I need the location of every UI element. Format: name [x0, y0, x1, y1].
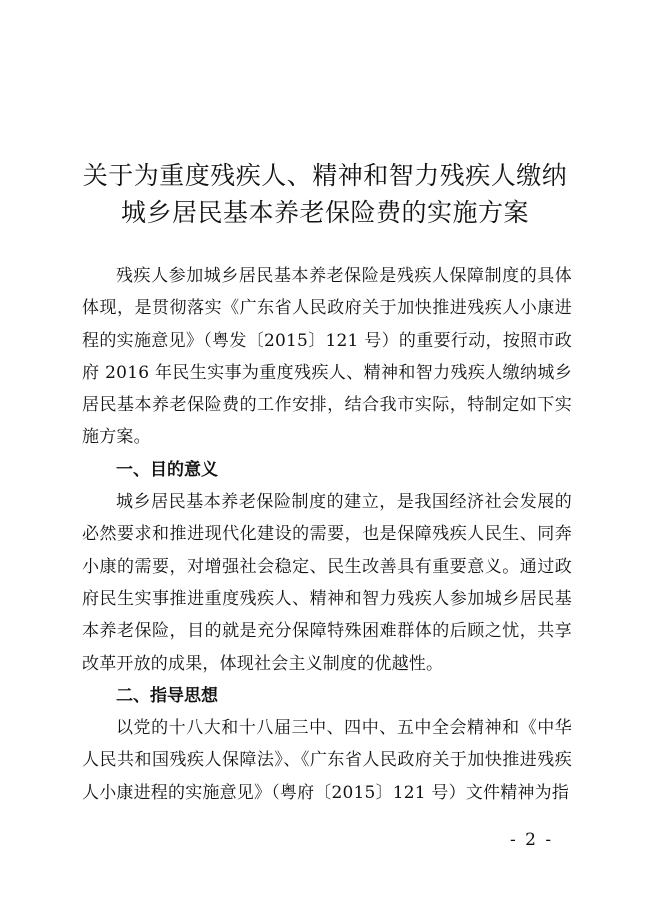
section-heading-guiding-thought: 二、指导思想 [116, 685, 218, 706]
intro-paragraph: 残疾人参加城乡居民基本养老保险是残疾人保障制度的具体体现，是贯彻落实《广东省人民政府关于加快推进残疾人小康进程的实施意见》（粤发〔2015〕121 号）的重要行动，按照市政府 2016 年民生实事为重度残疾人、精神和智力残疾人缴纳城乡居民基本养老保险费的工作安排，结合我市实际，特制定如下实施方案。 [82, 266, 572, 448]
document-title [60, 157, 590, 231]
page-number: - 2 - [510, 830, 554, 850]
section-heading-purpose: 一、目的意义 [116, 459, 218, 480]
section-paragraph-guiding-thought: 以党的十八大和十八届三中、四中、五中全会精神和《中华人民共和国残疾人保障法》、《广东省人民政府关于加快推进残疾人小康进程的实施意见》（粤府〔2015〕121 号）文件精神为指 [82, 718, 572, 803]
title-line-2: 城乡居民基本养老保险费的实施方案 [120, 198, 529, 227]
section-paragraph-purpose: 城乡居民基本养老保险制度的建立，是我国经济社会发展的必然要求和推进现代化建设的需要，也是保障残疾人民生、同奔小康的需要，对增强社会稳定、民生改善具有重要意义。通过政府民生实事推进重度残疾人、精神和智力残疾人参加城乡居民基本养老保险，目的就是充分保障特殊困难群体的后顾之忧，共享改革开放的成果，体现社会主义制度的优越性。 [82, 492, 572, 674]
document-body [82, 260, 572, 809]
title-line-1: 关于为重度残疾人、精神和智力残疾人缴纳 [82, 161, 568, 190]
